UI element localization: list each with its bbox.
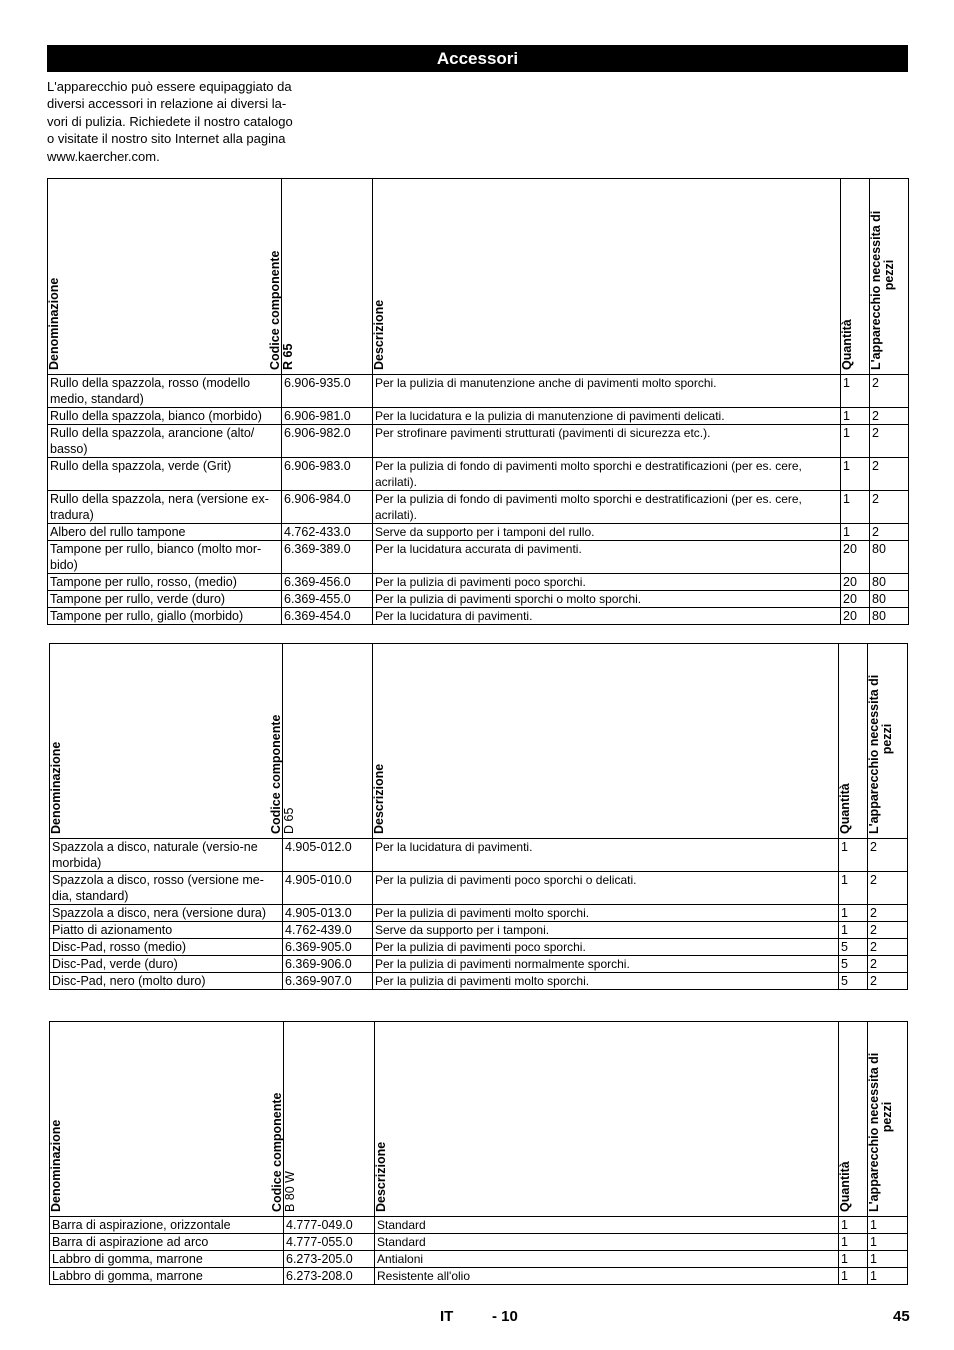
header-name: Denominazione bbox=[48, 179, 282, 375]
table-row bbox=[48, 491, 909, 524]
cell-name: Disc-Pad, nero (molto duro) bbox=[50, 973, 283, 990]
cell-quantity: 1 bbox=[841, 425, 870, 458]
cell-name: Spazzola a disco, naturale (versio-ne morbida) bbox=[50, 839, 283, 872]
cell-quantity: 20 bbox=[841, 574, 870, 591]
cell-quantity: 20 bbox=[841, 591, 870, 608]
page-title: Accessori bbox=[47, 45, 908, 72]
cell-description: Serve da supporto per i tamponi del rullo. bbox=[373, 524, 841, 541]
cell-quantity: 1 bbox=[841, 458, 870, 491]
cell-quantity: 5 bbox=[839, 973, 868, 990]
cell-name: Rullo della spazzola, verde (Grit) bbox=[48, 458, 282, 491]
intro-line: L'apparecchio può essere equipaggiato da bbox=[47, 79, 292, 94]
cell-name: Spazzola a disco, rosso (versione me-dia, standard) bbox=[50, 872, 283, 905]
intro-line: vori di pulizia. Richiedete il nostro catalogo bbox=[47, 113, 293, 129]
table-row bbox=[50, 1251, 908, 1268]
cell-needed: 2 bbox=[870, 425, 909, 458]
cell-code: 4.777-055.0 bbox=[284, 1234, 375, 1251]
cell-name: Labbro di gomma, marrone bbox=[50, 1268, 284, 1285]
table-row bbox=[48, 524, 909, 541]
cell-code: 4.777-049.0 bbox=[284, 1217, 375, 1234]
accessories-table-d65 bbox=[49, 643, 908, 990]
header-quantity: Quantità bbox=[841, 179, 870, 375]
cell-code: 6.906-981.0 bbox=[282, 408, 373, 425]
cell-name: Labbro di gomma, marrone bbox=[50, 1251, 284, 1268]
cell-needed: 1 bbox=[868, 1268, 908, 1285]
cell-quantity: 1 bbox=[841, 408, 870, 425]
cell-code: 6.369-455.0 bbox=[282, 591, 373, 608]
cell-code: 4.762-433.0 bbox=[282, 524, 373, 541]
cell-name: Tampone per rullo, verde (duro) bbox=[48, 591, 282, 608]
cell-description: Per la pulizia di fondo di pavimenti molto sporchi e destratificazioni (per es. cere, acrilati). bbox=[373, 458, 841, 491]
cell-code: 6.273-205.0 bbox=[284, 1251, 375, 1268]
cell-name: Spazzola a disco, nera (versione dura) bbox=[50, 905, 283, 922]
table-body bbox=[50, 839, 908, 990]
cell-quantity: 1 bbox=[839, 1234, 868, 1251]
cell-quantity: 1 bbox=[839, 905, 868, 922]
header-quantity: Quantità bbox=[839, 644, 868, 839]
table-row bbox=[50, 1268, 908, 1285]
table-row bbox=[50, 922, 908, 939]
cell-code: 6.273-208.0 bbox=[284, 1268, 375, 1285]
cell-needed: 2 bbox=[868, 872, 908, 905]
cell-needed: 1 bbox=[868, 1217, 908, 1234]
cell-needed: 80 bbox=[870, 574, 909, 591]
table-row bbox=[48, 408, 909, 425]
cell-code: 6.369-389.0 bbox=[282, 541, 373, 574]
cell-quantity: 1 bbox=[841, 375, 870, 408]
cell-name: Rullo della spazzola, nera (versione ex-tradura) bbox=[48, 491, 282, 524]
cell-quantity: 1 bbox=[839, 839, 868, 872]
cell-description: Per la pulizia di fondo di pavimenti molto sporchi e destratificazioni (per es. cere, acrilati). bbox=[373, 491, 841, 524]
table-row bbox=[50, 956, 908, 973]
cell-quantity: 1 bbox=[839, 1217, 868, 1234]
cell-code: 6.369-905.0 bbox=[283, 939, 373, 956]
cell-name: Rullo della spazzola, arancione (alto/ basso) bbox=[48, 425, 282, 458]
table-header-row bbox=[50, 644, 908, 839]
cell-needed: 2 bbox=[870, 458, 909, 491]
table-row bbox=[50, 872, 908, 905]
table-row bbox=[48, 608, 909, 625]
cell-name: Piatto di azionamento bbox=[50, 922, 283, 939]
table-row bbox=[48, 541, 909, 574]
cell-description: Per la pulizia di pavimenti poco sporchi. bbox=[373, 939, 839, 956]
cell-description: Per la pulizia di pavimenti normalmente sporchi. bbox=[373, 956, 839, 973]
cell-quantity: 1 bbox=[839, 922, 868, 939]
cell-quantity: 1 bbox=[839, 1251, 868, 1268]
cell-quantity: 1 bbox=[841, 524, 870, 541]
cell-code: 6.906-984.0 bbox=[282, 491, 373, 524]
header-code: Codice componente D 65 bbox=[283, 644, 373, 839]
table-row bbox=[48, 574, 909, 591]
cell-description: Per la lucidatura e la pulizia di manutenzione di pavimenti delicati. bbox=[373, 408, 841, 425]
cell-needed: 1 bbox=[868, 1251, 908, 1268]
table-row bbox=[48, 375, 909, 408]
cell-quantity: 1 bbox=[839, 872, 868, 905]
header-name: Denominazione bbox=[50, 1022, 284, 1217]
cell-name: Disc-Pad, rosso (medio) bbox=[50, 939, 283, 956]
cell-code: 4.905-013.0 bbox=[283, 905, 373, 922]
header-needed: L'apparecchio necessita di pezzi bbox=[868, 1022, 908, 1217]
cell-needed: 1 bbox=[868, 1234, 908, 1251]
cell-code: 4.905-010.0 bbox=[283, 872, 373, 905]
cell-description: Standard bbox=[375, 1234, 839, 1251]
cell-description: Per la pulizia di pavimenti sporchi o molto sporchi. bbox=[373, 591, 841, 608]
cell-name: Rullo della spazzola, bianco (morbido) bbox=[48, 408, 282, 425]
cell-name: Barra di aspirazione, orizzontale bbox=[50, 1217, 284, 1234]
cell-description: Per la pulizia di pavimenti poco sporchi. bbox=[373, 574, 841, 591]
cell-needed: 2 bbox=[868, 839, 908, 872]
intro-line: diversi accessori in relazione ai diversi la- bbox=[47, 96, 287, 112]
table-header-row bbox=[48, 179, 909, 375]
header-needed: L'apparecchio necessita di pezzi bbox=[870, 179, 909, 375]
cell-code: 6.369-907.0 bbox=[283, 973, 373, 990]
cell-description: Per la pulizia di pavimenti molto sporchi. bbox=[373, 905, 839, 922]
cell-needed: 2 bbox=[870, 375, 909, 408]
header-needed: L'apparecchio necessita di pezzi bbox=[868, 644, 908, 839]
cell-code: 4.905-012.0 bbox=[283, 839, 373, 872]
table-row bbox=[50, 839, 908, 872]
cell-name: Rullo della spazzola, rosso (modello medio, standard) bbox=[48, 375, 282, 408]
cell-name: Disc-Pad, verde (duro) bbox=[50, 956, 283, 973]
cell-description: Per la lucidatura di pavimenti. bbox=[373, 608, 841, 625]
cell-quantity: 20 bbox=[841, 608, 870, 625]
footer-language: IT bbox=[440, 1308, 454, 1325]
cell-needed: 80 bbox=[870, 541, 909, 574]
cell-description: Antialoni bbox=[375, 1251, 839, 1268]
cell-needed: 2 bbox=[870, 491, 909, 524]
cell-description: Per la pulizia di pavimenti poco sporchi o delicati. bbox=[373, 872, 839, 905]
accessories-table-b80w bbox=[49, 1021, 908, 1285]
cell-needed: 80 bbox=[870, 608, 909, 625]
cell-needed: 2 bbox=[870, 524, 909, 541]
cell-needed: 2 bbox=[868, 973, 908, 990]
cell-needed: 2 bbox=[868, 905, 908, 922]
intro-line: o visitate il nostro sito Internet alla pagina bbox=[47, 131, 286, 147]
cell-description: Resistente all'olio bbox=[375, 1268, 839, 1285]
cell-quantity: 20 bbox=[841, 541, 870, 574]
footer-page-number: 45 bbox=[893, 1308, 910, 1325]
cell-name: Barra di aspirazione ad arco bbox=[50, 1234, 284, 1251]
cell-code: 6.369-456.0 bbox=[282, 574, 373, 591]
header-description: Descrizione bbox=[373, 179, 841, 375]
table-header-row bbox=[50, 1022, 908, 1217]
table-row bbox=[50, 1217, 908, 1234]
cell-name: Tampone per rullo, bianco (molto mor-bido) bbox=[48, 541, 282, 574]
cell-code: 6.369-454.0 bbox=[282, 608, 373, 625]
footer-section-page: - 10 bbox=[492, 1308, 518, 1325]
table-row bbox=[48, 425, 909, 458]
cell-needed: 2 bbox=[868, 939, 908, 956]
cell-description: Standard bbox=[375, 1217, 839, 1234]
header-description: Descrizione bbox=[375, 1022, 839, 1217]
header-code: Codice componente B 80 W bbox=[284, 1022, 375, 1217]
cell-code: 6.906-935.0 bbox=[282, 375, 373, 408]
header-code: Codice componente R 65 bbox=[282, 179, 373, 375]
table-row bbox=[50, 905, 908, 922]
table-row bbox=[50, 939, 908, 956]
cell-code: 6.906-982.0 bbox=[282, 425, 373, 458]
table-body bbox=[48, 375, 909, 625]
table-row bbox=[50, 1234, 908, 1251]
cell-name: Albero del rullo tampone bbox=[48, 524, 282, 541]
table-body bbox=[50, 1217, 908, 1285]
cell-needed: 2 bbox=[868, 956, 908, 973]
cell-quantity: 5 bbox=[839, 956, 868, 973]
cell-description: Per strofinare pavimenti strutturati (pavimenti di sicurezza etc.). bbox=[373, 425, 841, 458]
header-quantity: Quantità bbox=[839, 1022, 868, 1217]
cell-needed: 80 bbox=[870, 591, 909, 608]
cell-description: Per la pulizia di pavimenti molto sporchi. bbox=[373, 973, 839, 990]
cell-code: 4.762-439.0 bbox=[283, 922, 373, 939]
cell-code: 6.906-983.0 bbox=[282, 458, 373, 491]
cell-code: 6.369-906.0 bbox=[283, 956, 373, 973]
table-row bbox=[48, 591, 909, 608]
cell-name: Tampone per rullo, rosso, (medio) bbox=[48, 574, 282, 591]
cell-needed: 2 bbox=[868, 922, 908, 939]
cell-description: Per la lucidatura accurata di pavimenti. bbox=[373, 541, 841, 574]
cell-name: Tampone per rullo, giallo (morbido) bbox=[48, 608, 282, 625]
cell-description: Per la lucidatura di pavimenti. bbox=[373, 839, 839, 872]
cell-quantity: 1 bbox=[839, 1268, 868, 1285]
header-description: Descrizione bbox=[373, 644, 839, 839]
cell-description: Per la pulizia di manutenzione anche di pavimenti molto sporchi. bbox=[373, 375, 841, 408]
cell-quantity: 1 bbox=[841, 491, 870, 524]
intro-text bbox=[47, 78, 327, 165]
cell-needed: 2 bbox=[870, 408, 909, 425]
cell-description: Serve da supporto per i tamponi. bbox=[373, 922, 839, 939]
cell-quantity: 5 bbox=[839, 939, 868, 956]
intro-line: www.kaercher.com. bbox=[47, 148, 160, 164]
accessories-table-r65 bbox=[47, 178, 909, 625]
table-row bbox=[50, 973, 908, 990]
header-name: Denominazione bbox=[50, 644, 283, 839]
table-row bbox=[48, 458, 909, 491]
